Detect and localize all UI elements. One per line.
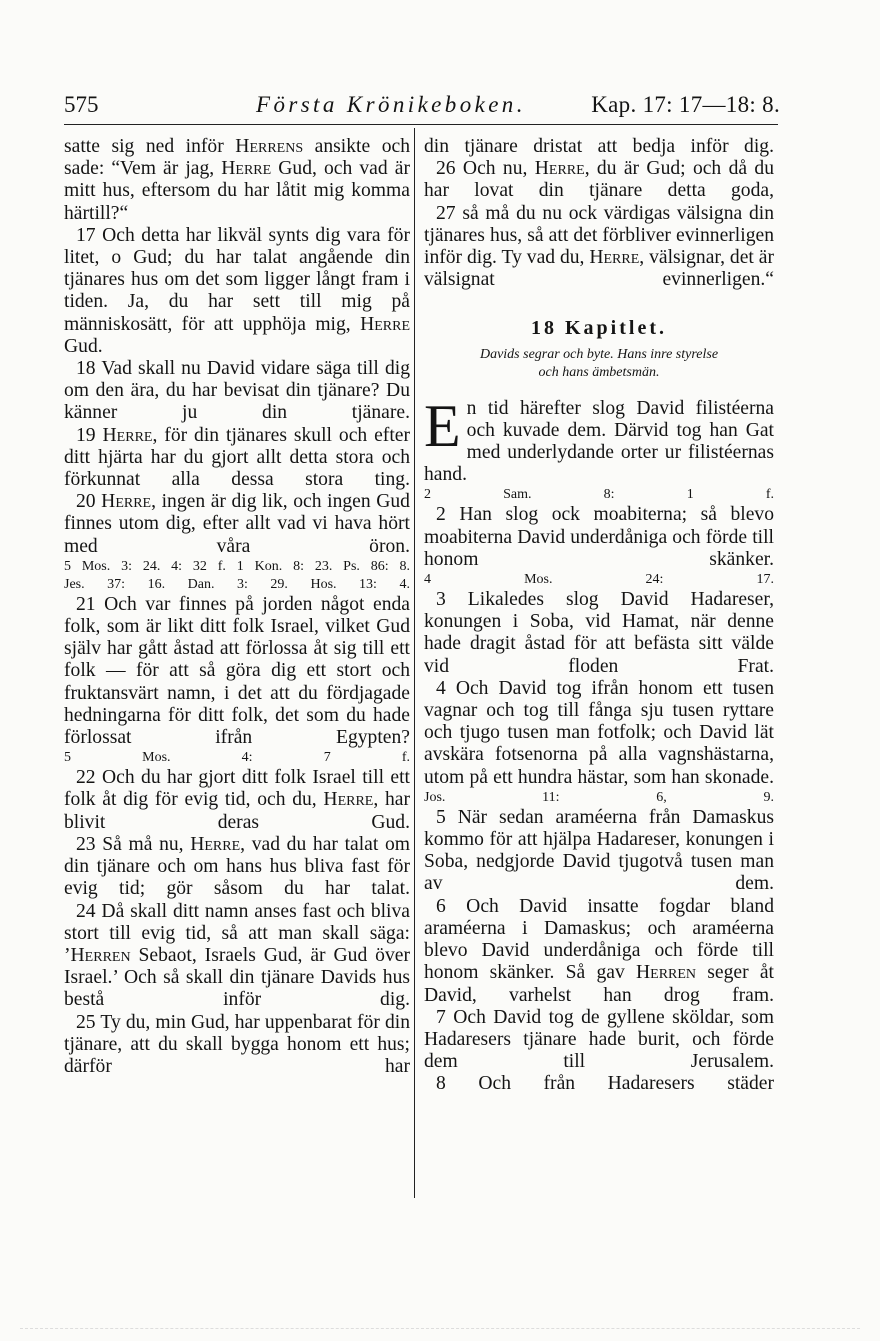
verse-7: 7 Och David tog de gyllene sköldar, som Hadaresers tjänare hade burit, och förde dem till Jerusalem. bbox=[424, 1006, 774, 1073]
lord-name: Herre bbox=[190, 833, 241, 855]
verse-23: 23 Så må nu, Herre, vad du har talat om din tjänare och om hans hus bliva fast för evig tid; gör såsom du har talat. bbox=[64, 833, 410, 900]
column-divider bbox=[414, 128, 415, 1198]
verse-4: 4 Och David tog ifrån honom ett tusen vagnar och tog till fånga sju tusen ryttare och tjugo tusen man fotfolk; och David lät avskära fotsenorna på alla vagnshästarna, utom på ett hundra hästar, som han skonade. bbox=[424, 677, 774, 788]
cross-reference: 5 Mos. 3: 24. 4: 32 f. 1 Kon. 8: 23. Ps. 86: 8. bbox=[64, 558, 410, 574]
right-column bbox=[424, 136, 774, 1096]
lord-name: Herrens bbox=[235, 136, 304, 157]
verse-26: 26 Och nu, Herre, du är Gud; och då du har lovat din tjänare detta goda, bbox=[424, 158, 774, 202]
cross-reference: Jes. 37: 16. Dan. 3: 29. Hos. 13: 4. bbox=[64, 576, 410, 592]
lord-name: Herre bbox=[102, 424, 153, 446]
verse-20: 20 Herre, ingen är dig lik, och ingen Gud finnes utom dig, efter allt vad vi hava hört med våra öron. bbox=[64, 491, 410, 557]
verse-21: 21 Och var finnes på jorden något enda folk, som är likt ditt folk Israel, vilket Gud själv har gått åstad att förlossa åt sig till ett folk — för att så göra dig ett stort och fruktansvärt namn, i det att du fördjagade hedningarna för ditt folk, det som du hade förlossat ifrån Egypten? bbox=[64, 593, 410, 749]
page-number: 575 bbox=[64, 92, 99, 117]
verse-22: 22 Och du har gjort ditt folk Israel till ett folk åt dig för evig tid, och du, Herre, har blivit deras Gud. bbox=[64, 767, 410, 833]
lord-name: Herre bbox=[360, 313, 410, 335]
verse-6: 6 Och David insatte fogdar bland araméerna i Damaskus; och araméerna blevo David underdåniga och förde till honom skänker. Så gav Herren seger åt David, varhelst han drog fram. bbox=[424, 895, 774, 1006]
verse-1: En tid härefter slog David filistéerna och kuvade dem. Därvid tog han Gat med underlydande orter ur filistéernas hand. bbox=[424, 392, 774, 486]
lord-name: Herre bbox=[101, 491, 152, 513]
left-column bbox=[64, 136, 410, 1078]
header-rule bbox=[64, 124, 778, 125]
cross-reference: 5 Mos. 4: 7 f. bbox=[64, 750, 410, 766]
page-header bbox=[64, 88, 780, 122]
verse-17: 17 Och detta har likväl synts dig vara för litet, o Gud; du har talat angående din tjänares hus om det som ligger långt fram i tiden. Ja, du har sett till mig på människosätt, för att upphöja mig, Herre Gud. bbox=[64, 224, 410, 357]
lord-name: Herre bbox=[323, 789, 374, 811]
verse-25-continuation: din tjänare dristat att bedja inför dig. bbox=[424, 136, 774, 157]
chapter-heading: 18 Kapitlet. bbox=[531, 317, 667, 340]
chapter-summary: Davids segrar och byte. Hans inre styrelse och hans ämbetsmän. bbox=[479, 346, 719, 380]
verse-24: 24 Då skall ditt namn anses fast och bliva stort till evig tid, så att man skall säga: ’Herren Sebaot, Israels Gud, är Gud över Israel.’ Och så skall din tjänare Davids hus bestå inför dig. bbox=[64, 900, 410, 1011]
chapter-range: Kap. 17: 17—18: 8. bbox=[591, 92, 780, 117]
verse-2: 2 Han slog ock moabiterna; så blevo moabiterna David underdåniga och förde till honom skänker. bbox=[424, 504, 774, 570]
cross-reference: Jos. 11: 6, 9. bbox=[424, 789, 774, 805]
lord-name: Herre bbox=[221, 158, 272, 180]
verse-8: 8 Och från Hadaresers städer bbox=[436, 1073, 774, 1095]
lord-name: Herre bbox=[589, 247, 640, 269]
verse-19: 19 Herre, för din tjänares skull och efter ditt hjärta har du gjort allt detta stora och förkunnat alla dessa stora ting. bbox=[64, 424, 410, 491]
verse-5: 5 När sedan araméerna från Damaskus kommo för att hjälpa Hadareser, konungen i Soba, nedgjorde David tjugotvå tusen man av dem. bbox=[424, 806, 774, 895]
lord-name: Herre bbox=[534, 158, 585, 180]
verse-25: 25 Ty du, min Gud, har uppenbarat för din tjänare, att du skall bygga honom ett hus; därför har bbox=[64, 1011, 410, 1077]
verse-3: 3 Likaledes slog David Hadareser, konungen i Soba, vid Hamat, när denne hade dragit åstad för att befästa sitt välde vid floden Frat. bbox=[424, 589, 774, 677]
verse-27: 27 så må du nu ock värdigas välsigna din tjänares hus, så att det förbliver evinnerligen inför dig. Ty vad du, Herre, välsignar, det är välsignat evinnerligen.“ bbox=[424, 202, 774, 291]
lord-name: Herren bbox=[70, 944, 131, 966]
verse-16-continuation: satte sig ned inför Herrens ansikte och sade: “Vem är jag, Herre Gud, och vad är mitt hus, eftersom du har låtit mig komma härtill?“ bbox=[64, 136, 410, 224]
verse-18: 18 Vad skall nu David vidare säga till dig om den ära, du har bevisat din tjänare? Du känner ju din tjänare. bbox=[64, 358, 410, 424]
cross-reference: 2 Sam. 8: 1 f. bbox=[424, 487, 774, 503]
drop-cap: E bbox=[424, 392, 461, 459]
page-edge bbox=[20, 1328, 860, 1329]
book-title: Första Krönikeboken. bbox=[256, 92, 526, 117]
cross-reference: 4 Mos. 24: 17. bbox=[424, 572, 774, 588]
lord-name: Herren bbox=[636, 962, 697, 984]
